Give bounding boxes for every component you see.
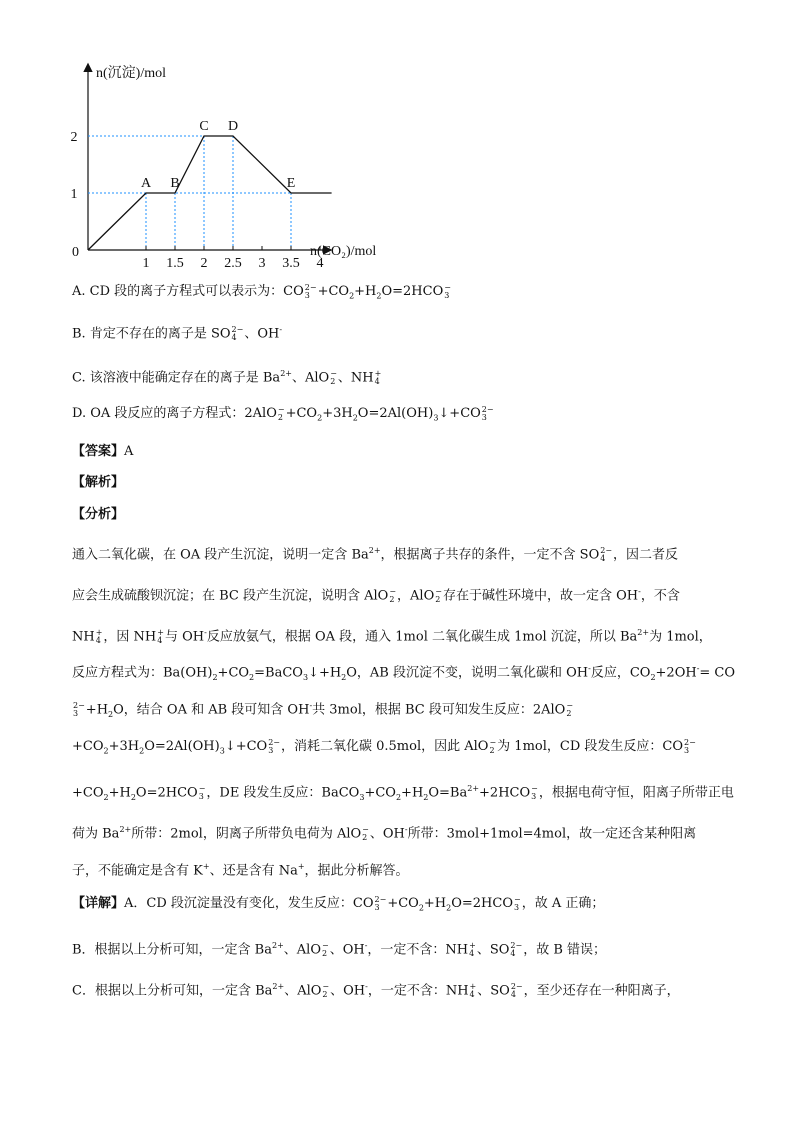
point-label-D: D — [227, 119, 239, 134]
para-line-3: NH + 4 ，因 NH + 4 与 OH-反应放氨气，根据 OA 段，通入 1mol 二氧化碳生成 1mol 沉淀，所以 $Ba^{2+}$为 1mol， — [72, 627, 712, 645]
para-line-6: $+CO_2+3H_2O=2Al(OH)_3↓+CO$ 2− 3 ，消耗二氧化碳 0.5mol，因此 AlO − 2 为 1mol，CD 段发生反应：CO 2− 3 — [72, 737, 696, 756]
para-line-2: 应会生成硫酸钡沉淀；在 BC 段产生沉淀，说明含 AlO − 2 ，AlO − 2 存在于碱性环境中，故一定含 OH-，不含 — [72, 586, 680, 604]
analysis-heading — [72, 474, 124, 492]
x-tick-label: 1 — [142, 256, 150, 271]
origin-label: 0 — [72, 245, 79, 260]
x-tick-label: 1.5 — [166, 256, 184, 271]
fenxi-heading — [72, 506, 124, 524]
para-line-4: 反应方程式为：$Ba(OH)_2+CO_2=BaCO_3↓+H_2O$，AB 段沉淀不变，说明二氧化碳和 OH-反应，$CO_2+2OH^-=$ CO — [72, 664, 736, 682]
analysis-label: 【解析】 — [72, 475, 125, 490]
answer-label: 【答案】 — [72, 444, 125, 459]
option-b-text: B. 肯定不存在的离子是 SO — [72, 326, 231, 342]
para-line-1: 通入二氧化碳，在 OA 段产生沉淀，说明一定含 $Ba^{2+}$，根据离子共存的条件，一定不含 SO 2− 4 ，因二者反 — [72, 545, 679, 563]
para-line-7: $+CO_2+H_2O=2HCO$ − 3 ，DE 段发生反应：$BaCO_3+CO_2+H_2O=Ba^{2+}+2HCO$ − 3 ，根据电荷守恒，阳离子所带正电 — [72, 783, 734, 802]
option-b: B. 肯定不存在的离子是 SO 2− 4 、OH- — [72, 324, 283, 342]
precipitate-chart — [60, 55, 420, 275]
fenxi-label: 【分析】 — [72, 507, 125, 522]
y-tick-label: 2 — [70, 130, 78, 145]
para-line-8: 荷为 $Ba^{2+}$所带：2mol，阴离子所带负电荷为 AlO − 2 、OH-所带：3mol+1mol=4mol，故一定还含某种阳离 — [72, 824, 697, 842]
y-tick-label: 1 — [70, 187, 78, 202]
option-a-text: A. CD 段的离子方程式可以表示为：CO — [72, 284, 304, 299]
para-line-9: 子，不能确定是含有 K+、还是含有 Na+，据此分析解答。 — [72, 862, 409, 879]
para-line-5: 2− 3 $+H_2O$，结合 OA 和 AB 段可知含 OH-共 3mol，根据 BC 段可知发生反应：2AlO − 2 — [73, 700, 574, 719]
x-tick-label: 2.5 — [224, 256, 242, 271]
answer-value: A — [124, 444, 134, 459]
answer-line — [72, 443, 133, 461]
chart-svg — [60, 55, 420, 275]
x-tick-label: 3 — [258, 256, 266, 271]
option-d-text: D. OA 段反应的离子方程式：2AlO — [72, 406, 277, 421]
option-a: A. CD 段的离子方程式可以表示为：CO 2− 3 $+CO_2+H_2O=2HCO$ − 3 — [72, 282, 451, 301]
point-label-C: C — [199, 119, 209, 134]
x-tick-label: 3.5 — [282, 256, 300, 271]
point-label-A: A — [140, 176, 152, 191]
detail-label: 【详解】 — [72, 896, 125, 911]
point-label-B: B — [170, 176, 180, 191]
x-tick-label: 2 — [200, 256, 208, 271]
option-d: D. OA 段反应的离子方程式：2AlO − 2 $+CO_2+3H_2O=2Al(OH)_3↓+CO$ 2− 3 — [72, 404, 494, 423]
y-axis-label: n(沉淀)/mol — [96, 66, 166, 81]
x-axis-label: n(CO₂)/mol — [310, 244, 377, 259]
point-label-E: E — [286, 176, 296, 191]
detail-line-3: C．根据以上分析可知，一定含 $Ba^{2+}$、AlO − 2 、OH-，一定不含：NH + 4 、SO 2− 4 ，至少还存在一种阳离子， — [72, 981, 680, 999]
option-c-text: C. 该溶液中能确定存在的离子是 Ba — [72, 370, 281, 386]
x-tick-label: 4 — [316, 256, 324, 271]
detail-line-1: 【详解】A．CD 段沉淀量没有变化，发生反应：CO 2− 3 $+CO_2+H_2O=2HCO$ − 3 ，故 A 正确； — [72, 894, 605, 913]
detail-line-2: B．根据以上分析可知，一定含 $Ba^{2+}$、AlO − 2 、OH-，一定不含：NH + 4 、SO 2− 4 ，故 B 错误； — [72, 940, 607, 958]
option-c: C. 该溶液中能确定存在的离子是 $Ba^{2+}$、AlO − 2 、NH + 4 — [72, 368, 382, 386]
